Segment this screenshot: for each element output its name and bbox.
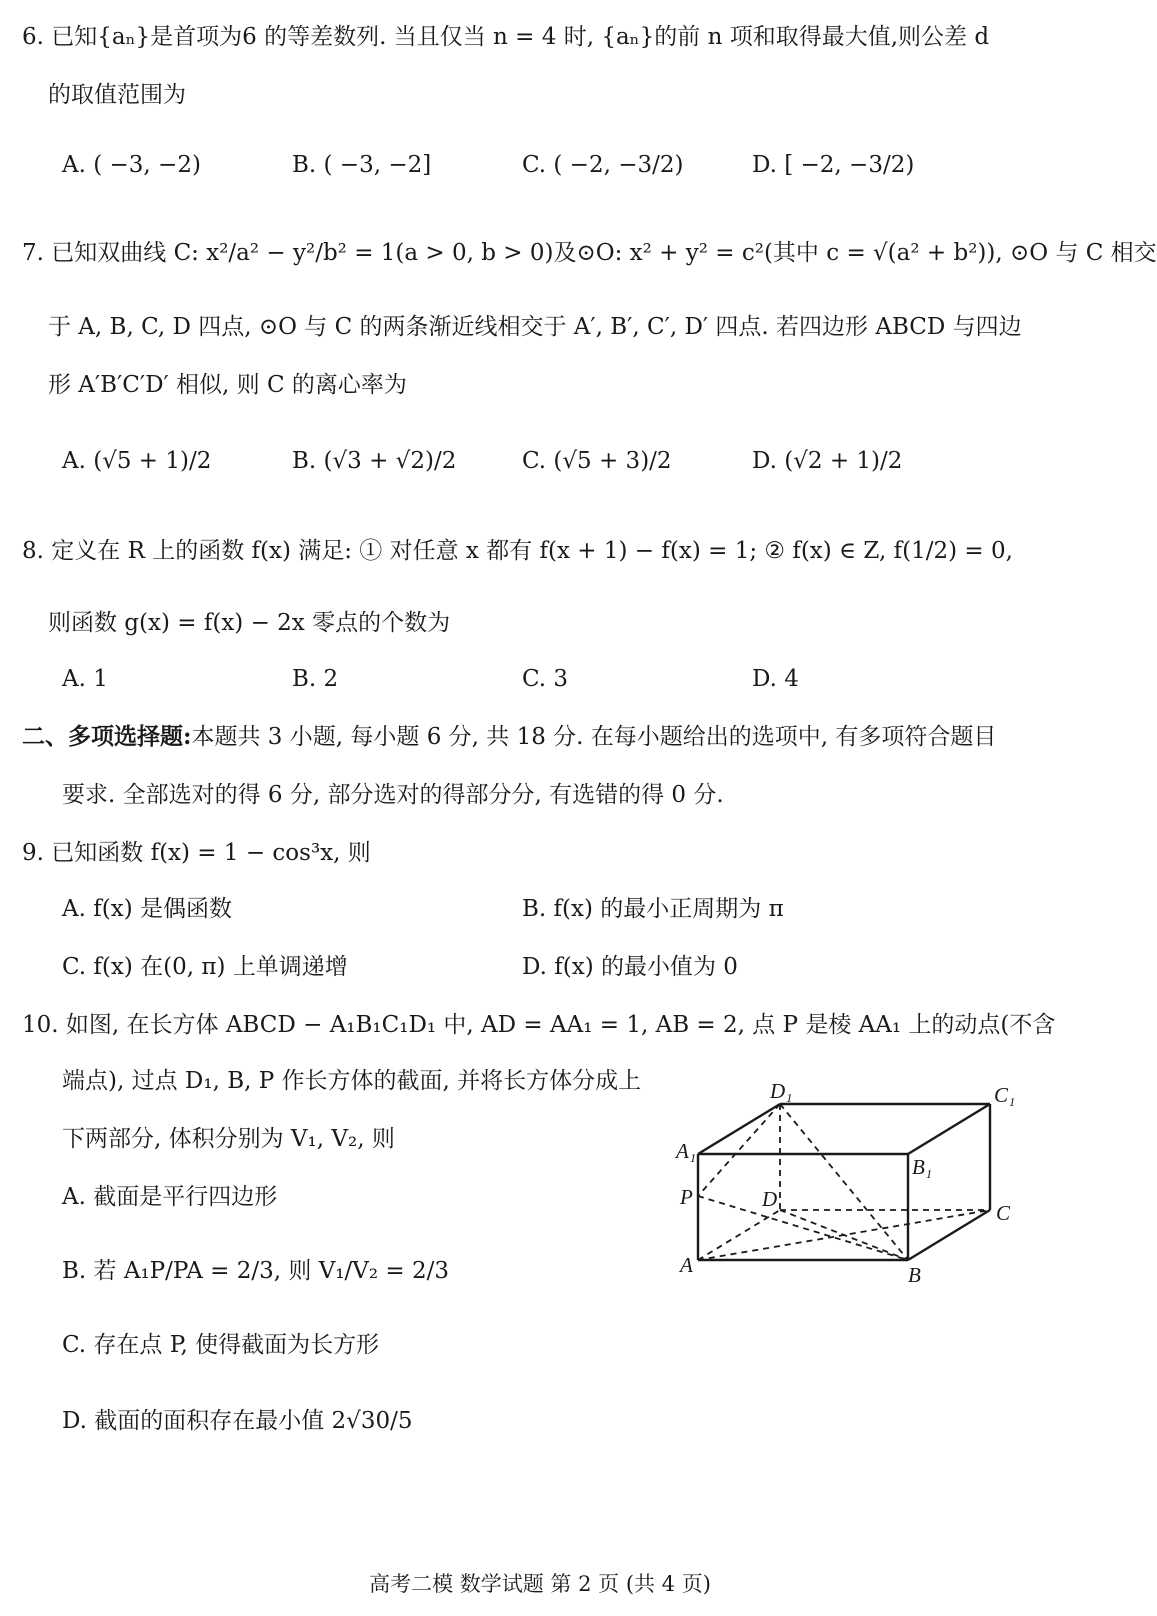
q8-option-b: B. 2 — [292, 666, 339, 692]
q7-stem-line3: 形 A′B′C′D′ 相似, 则 C 的离心率为 — [48, 372, 407, 398]
q10-stem-line1: 10. 如图, 在长方体 ABCD − A₁B₁C₁D₁ 中, AD = AA₁ = 1, AB = 2, 点 P 是棱 AA₁ 上的动点(不含 — [22, 1012, 1056, 1038]
cuboid-figure — [676, 1079, 1050, 1340]
q8-option-d: D. 4 — [752, 666, 799, 692]
label-d: D — [762, 1187, 778, 1211]
label-b1: B₁ — [912, 1155, 933, 1179]
q6-option-a: A. ( −3, −2) — [62, 152, 201, 178]
q10-stem-line2: 端点), 过点 D₁, B, P 作长方体的截面, 并将长方体分成上 — [62, 1068, 642, 1094]
section2-heading: 二、多项选择题: — [22, 723, 192, 750]
q6-option-b: B. ( −3, −2] — [292, 152, 432, 178]
q9-option-c: C. f(x) 在(0, π) 上单调递增 — [62, 954, 348, 980]
page-footer: 高考二模 数学试题 第 2 页 (共 4 页) — [369, 1572, 711, 1596]
label-p: P — [680, 1185, 693, 1209]
q7-option-b: B. (√3 + √2)/2 — [292, 448, 457, 474]
label-a: A — [680, 1253, 693, 1277]
q10-stem-line3: 下两部分, 体积分别为 V₁, V₂, 则 — [62, 1126, 395, 1152]
section2-line2: 要求. 全部选对的得 6 分, 部分选对的得部分分, 有选错的得 0 分. — [62, 782, 724, 808]
q10-option-a: A. 截面是平行四边形 — [62, 1184, 278, 1210]
label-b: B — [908, 1263, 921, 1287]
q9-stem: 9. 已知函数 f(x) = 1 − cos³x, 则 — [22, 840, 371, 866]
q7-option-a: A. (√5 + 1)/2 — [62, 448, 212, 474]
label-d1: D₁ — [770, 1079, 793, 1103]
q9-option-b: B. f(x) 的最小正周期为 π — [522, 896, 784, 922]
label-c1: C₁ — [994, 1083, 1016, 1107]
q7-stem-line1: 7. 已知双曲线 C: x²/a² − y²/b² = 1(a > 0, b > 0)及⊙O: x² + y² = c²(其中 c = √(a² + b²)), ⊙O 与 C 相交 — [22, 240, 1157, 266]
q7-option-d: D. (√2 + 1)/2 — [752, 448, 903, 474]
q10-option-b: B. 若 A₁P/PA = 2/3, 则 V₁/V₂ = 2/3 — [62, 1258, 450, 1284]
q8-option-a: A. 1 — [62, 666, 108, 692]
q9-option-a: A. f(x) 是偶函数 — [62, 896, 232, 922]
q6-option-d: D. [ −2, −3/2) — [752, 152, 915, 178]
section2-text: 本题共 3 小题, 每小题 6 分, 共 18 分. 在每小题给出的选项中, 有多项符合题目 — [191, 724, 997, 750]
label-a1: A₁ — [676, 1139, 697, 1163]
q7-option-c: C. (√5 + 3)/2 — [522, 448, 672, 474]
q8-stem-line1: 8. 定义在 R 上的函数 f(x) 满足: ① 对任意 x 都有 f(x + 1) − f(x) = 1; ② f(x) ∈ Z, f(1/2) = 0, — [22, 538, 1013, 564]
q10-option-c: C. 存在点 P, 使得截面为长方形 — [62, 1332, 380, 1358]
q6-stem-line1: 6. 已知{aₙ}是首项为6 的等差数列. 当且仅当 n = 4 时, {aₙ}的前 n 项和取得最大值,则公差 d — [22, 24, 990, 50]
q7-stem-line2: 于 A, B, C, D 四点, ⊙O 与 C 的两条渐近线相交于 A′, B′, C′, D′ 四点. 若四边形 ABCD 与四边 — [48, 314, 1022, 340]
label-c: C — [996, 1201, 1011, 1225]
section2-line1 — [22, 722, 996, 752]
q9-option-d: D. f(x) 的最小值为 0 — [522, 954, 738, 980]
q10-option-d: D. 截面的面积存在最小值 2√30/5 — [62, 1408, 413, 1434]
q8-option-c: C. 3 — [522, 666, 569, 692]
q8-stem-line2: 则函数 g(x) = f(x) − 2x 零点的个数为 — [48, 610, 451, 636]
q6-option-c: C. ( −2, −3/2) — [522, 152, 684, 178]
q6-stem-line2: 的取值范围为 — [48, 82, 186, 108]
